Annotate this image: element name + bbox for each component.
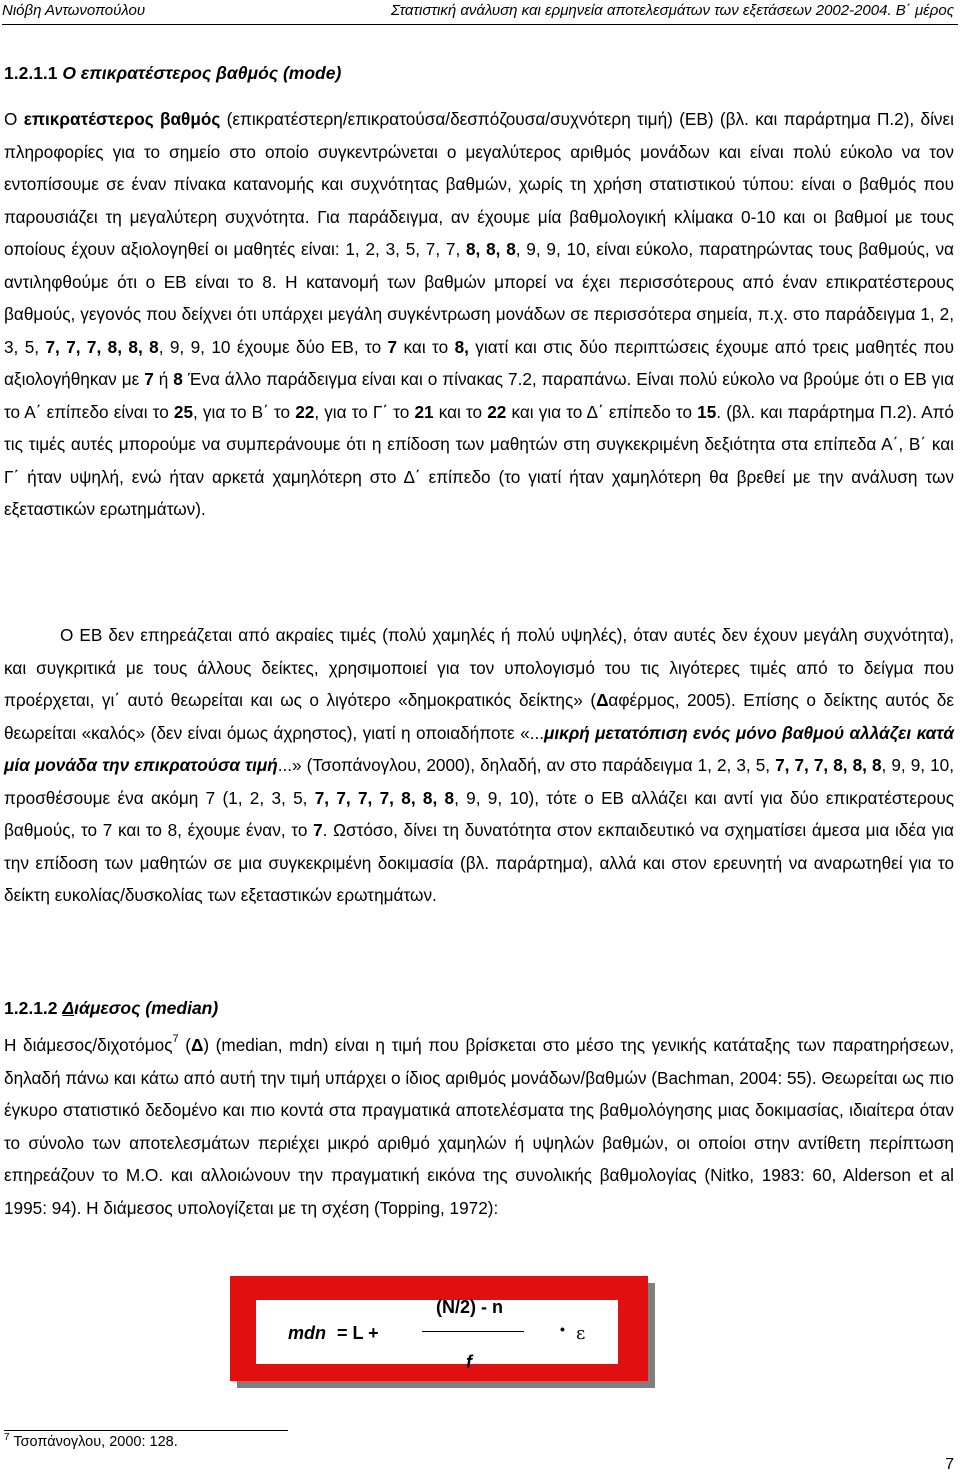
formula-equals: = L + xyxy=(337,1323,379,1343)
fraction-bar xyxy=(422,1331,524,1332)
section-number: 1.2.1.2 xyxy=(4,998,58,1018)
running-header xyxy=(0,0,960,24)
section-heading-mode xyxy=(4,63,341,84)
paragraph-mode-definition: Ο επικρατέστερος βαθμός (επικρατέστερη/επικρατούσα/δεσπόζουσα/συχνότερη τιμή) (ΕΒ) (βλ. και παράρτημα Π.2), δίνει πληροφορίες για το σημείο στο οποίο συγκεντρώνεται ο μεγαλύτερος αριθμός μονάδων και είναι πολύ εύκολο να τον εντοπίσουμε σε έναν πίνακα κατανομής και συχνότητας βαθμών, χωρίς τη χρήση στατιστικού τύπου: είναι ο βαθμός που παρουσιάζει τη μεγαλύτερη συχνότητα. Για παράδειγμα, αν έχουμε μία βαθμολογική κλίμακα 0-10 και οι βαθμοί με τους οποίους έχουν αξιολογηθεί οι μαθητές είναι: 1, 2, 3, 5, 7, 7, 8, 8, 8, 9, 9, 10, είναι εύκολο, παρατηρώντας τους βαθμούς, να αντιληφθούμε ότι ο ΕΒ είναι το 8. Η κατανομή των βαθμών μπορεί να έχει περισσότερους από έναν επικρατέστερους βαθμούς, γεγονός που δείχνει ότι υπάρχει μεγάλη συγκέντρωση μονάδων σε περισσότερα σημεία, π.χ. στο παράδειγμα 1, 2, 3, 5, 7, 7, 7, 8, 8, 8, 9, 9, 10 έχουμε δύο ΕΒ, το 7 και το 8, γιατί και στις δύο περιπτώσεις έχουμε από τρεις μαθητές που αξιολογήθηκαν με 7 ή 8 Ένα άλλο παράδειγμα είναι και ο πίνακας 7.2, παραπάνω. Είναι πολύ εύκολο να βρούμε ότι ο ΕΒ για το Α΄ επίπεδο είναι το 25, για το Β΄ το 22, για το Γ΄ το 21 και το 22 και για το Δ΄ επίπεδο το 15. (βλ. και παράρτημα Π.2). Από τις τιμές αυτές μπορούμε να συμπεράνουμε ότι η επίδοση των μαθητών στη συγκεκριμένη δεξιότητα στα επίπεδα Α΄, Β΄ και Γ΄ ήταν υψηλή, ενώ ήταν αρκετά χαμηλότερη στο Δ΄ επίπεδο (το γιατί ήταν χαμηλότερη θα βρεθεί με την ανάλυση των εξεταστικών ερωτημάτων). xyxy=(4,109,955,519)
section-title: Διάμεσος (median) xyxy=(62,998,219,1018)
header-title: Στατιστική ανάλυση και ερμηνεία αποτελεσμάτων των εξετάσεων 2002-2004. Β΄ μέρος xyxy=(390,2,954,19)
section-number: 1.2.1.1 xyxy=(4,63,58,83)
section-heading-median xyxy=(4,998,218,1019)
footnote-mark: 7 xyxy=(4,1432,10,1443)
footnote-rule xyxy=(4,1430,288,1431)
paragraph-mode-properties: Ο ΕΒ δεν επηρεάζεται από ακραίες τιμές (πολύ χαμηλές ή πολύ υψηλές), όταν αυτές δεν έχουν μεγάλη συχνότητα), και συγκριτικά με τους άλλους δείκτες, χρησιμοποιεί για τον υπολογισμό του τις λιγότερες τιμές από το δείγμα που προέρχεται, γι΄ αυτό θεωρείται και ως ο λιγότερο «δημοκρατικός δείκτης» (Δαφέρμος, 2005). Επίσης ο δείκτης αυτός δε θεωρείται «καλός» (δεν είναι όμως άχρηστος), γιατί η οποιαδήποτε «...μικρή μετατόπιση ενός μόνο βαθμού αλλάζει κατά μία μονάδα την επικρατούσα τιμή...» (Τσοπάνογλου, 2000), δηλαδή, αν στο παράδειγμα 1, 2, 3, 5, 7, 7, 7, 8, 8, 8, 9, 9, 10, προσθέσουμε ένα ακόμη 7 (1, 2, 3, 5, 7, 7, 7, 7, 8, 8, 8, 9, 9, 10), τότε ο ΕΒ αλλάζει και αντί για δύο επικρατέστερους βαθμούς, το 7 και το 8, έχουμε έναν, το 7. Ωστόσο, δίνει τη δυνατότητα στον εκπαιδευτικό να σχηματίσει άμεσα μια ιδέα για την επίδοση των μαθητών σε μια συγκεκριμένη δοκιμασία (βλ. παράρτημα), αλλά και στον ερευνητή να αναρωτηθεί για το δείκτη ευκολίας/δυσκολίας των εξεταστικών ερωτημάτων. xyxy=(4,625,954,905)
header-rule xyxy=(2,24,958,25)
footnote-text: Τσοπάνογλου, 2000: 128. xyxy=(9,1434,178,1450)
section-title: Ο επικρατέστερος βαθμός (mode) xyxy=(62,63,342,83)
footnote-ref: 7 xyxy=(172,1033,179,1045)
formula-bullet: • xyxy=(560,1321,565,1337)
footnote xyxy=(4,1432,178,1450)
paragraph-median-definition: Η διάμεσος/διχοτόμος$^7$ (Δ) (median, mdn) είναι η τιμή που βρίσκεται στο μέσο της γενικής κατάταξης των παρατηρήσεων, δηλαδή πάνω και κάτω από αυτή την τιμή υπάρχει ο ίδιος αριθμός μονάδων/βαθμών (Bachman, 2004: 55). Θεωρείται ως πιο έγκυρο στατιστικό δεδομένο και πιο κοντά στα πραγματικά αποτελέσματα της βαθμολόγησης μιας δοκιμασίας, ιδιαίτερα όταν το σύνολο των αποτελεσμάτων περιέχει μικρό αριθμό χαμηλών ή υψηλών βαθμών, οι οποίοι στην αντίθετη περίπτωση επηρεάζουν το Μ.Ο. και αλλοιώνουν την πραγματική εικόνα της συνολικής βαθμολογίας (Nitko, 1983: 60, Alderson et al 1995: 94). Η διάμεσος υπολογίζεται με τη σχέση (Topping, 1972): xyxy=(4,1033,954,1218)
formula-epsilon: ε xyxy=(576,1323,586,1344)
formula-numerator: (N/2) - n xyxy=(436,1297,503,1317)
page-number: 7 xyxy=(945,1456,954,1473)
header-author: Νιόβη Αντωνοπούλου xyxy=(2,2,146,19)
formula-denominator: f xyxy=(466,1352,472,1372)
formula-lhs: mdn xyxy=(288,1323,326,1343)
